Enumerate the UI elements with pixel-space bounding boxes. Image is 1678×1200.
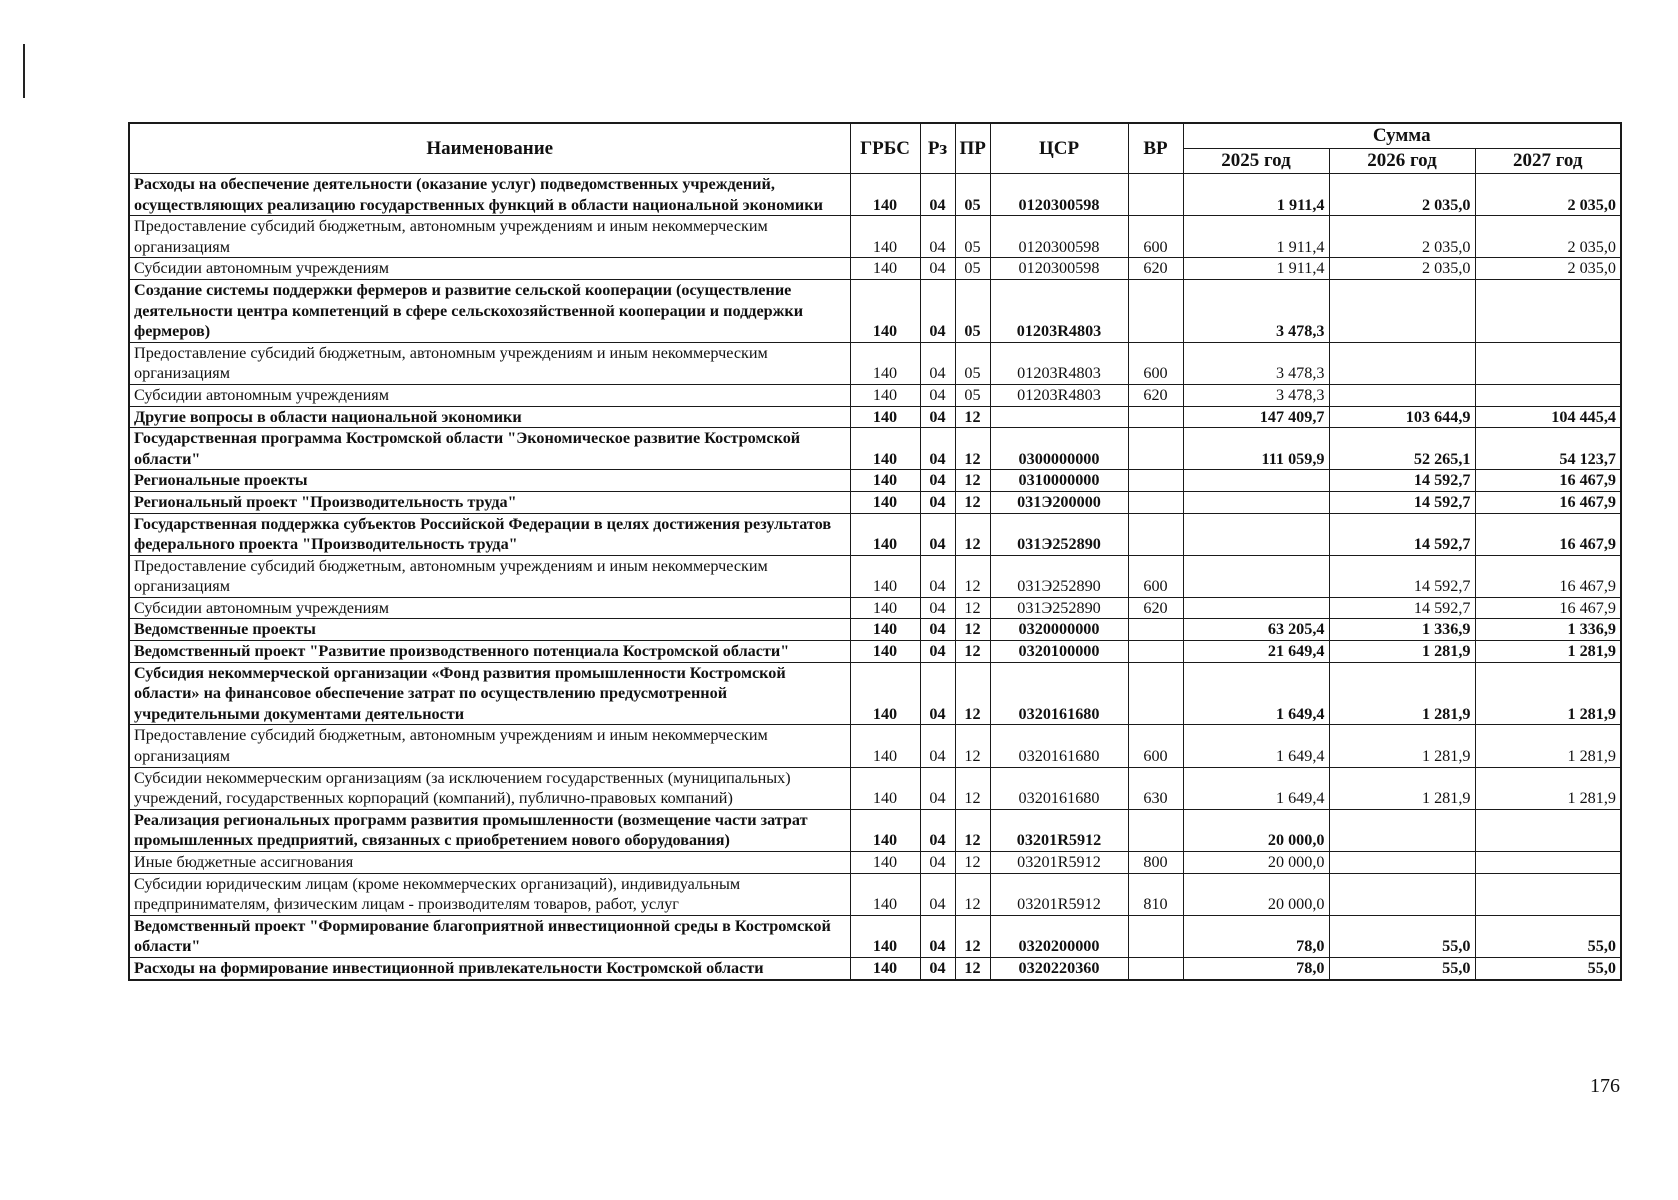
cell-csr: 0320161680: [990, 662, 1128, 725]
cell-2027: 1 336,9: [1475, 619, 1621, 641]
budget-sheet: [128, 122, 1620, 981]
table-row: [129, 915, 1621, 957]
table-header: [129, 123, 1621, 174]
cell-vr: 800: [1128, 852, 1183, 874]
cell-2025: 20 000,0: [1183, 852, 1329, 874]
cell-vr: [1128, 513, 1183, 555]
page-number: 176: [1590, 1075, 1620, 1097]
cell-csr: 01203R4803: [990, 342, 1128, 384]
cell-grbs: 140: [850, 619, 920, 641]
cell-grbs: 140: [850, 957, 920, 979]
cell-csr: 0320161680: [990, 725, 1128, 767]
cell-grbs: 140: [850, 470, 920, 492]
table-row: [129, 342, 1621, 384]
cell-csr: 0300000000: [990, 428, 1128, 470]
cell-grbs: 140: [850, 555, 920, 597]
cell-2025: 1 911,4: [1183, 216, 1329, 258]
table-row: [129, 258, 1621, 280]
cell-grbs: 140: [850, 641, 920, 663]
cell-grbs: 140: [850, 513, 920, 555]
cell-vr: [1128, 809, 1183, 851]
cell-grbs: 140: [850, 873, 920, 915]
cell-2026: 14 592,7: [1329, 513, 1475, 555]
cell-vr: [1128, 406, 1183, 428]
cell-vr: [1128, 619, 1183, 641]
cell-grbs: 140: [850, 597, 920, 619]
cell-rz: 04: [920, 852, 955, 874]
cell-rz: 04: [920, 915, 955, 957]
cell-grbs: 140: [850, 428, 920, 470]
cell-2027: 2 035,0: [1475, 216, 1621, 258]
cell-2026: 14 592,7: [1329, 555, 1475, 597]
table-row: [129, 767, 1621, 809]
cell-grbs: 140: [850, 662, 920, 725]
cell-pr: 12: [955, 619, 990, 641]
cell-name: Региональный проект "Производительность труда": [129, 491, 850, 513]
cell-csr: 0120300598: [990, 216, 1128, 258]
table-row: [129, 809, 1621, 851]
cell-pr: 05: [955, 342, 990, 384]
cell-2027: 54 123,7: [1475, 428, 1621, 470]
table-row: [129, 406, 1621, 428]
cell-2025: [1183, 513, 1329, 555]
cell-name: Ведомственные проекты: [129, 619, 850, 641]
cell-vr: 810: [1128, 873, 1183, 915]
header-rz: Рз: [920, 123, 955, 174]
cell-rz: 04: [920, 873, 955, 915]
cell-rz: 04: [920, 384, 955, 406]
cell-rz: 04: [920, 174, 955, 216]
cell-rz: 04: [920, 406, 955, 428]
table-body: [129, 174, 1621, 980]
cell-name: Субсидии автономным учреждениям: [129, 384, 850, 406]
cell-2027: [1475, 384, 1621, 406]
cell-2026: 2 035,0: [1329, 174, 1475, 216]
cell-2025: [1183, 555, 1329, 597]
cell-2026: 2 035,0: [1329, 216, 1475, 258]
cell-rz: 04: [920, 216, 955, 258]
cell-2027: 2 035,0: [1475, 174, 1621, 216]
cell-2025: [1183, 491, 1329, 513]
cell-pr: 05: [955, 279, 990, 342]
cell-2027: [1475, 809, 1621, 851]
cell-rz: 04: [920, 428, 955, 470]
cell-2027: 16 467,9: [1475, 555, 1621, 597]
cell-grbs: 140: [850, 279, 920, 342]
cell-2025: 111 059,9: [1183, 428, 1329, 470]
cell-2025: 1 911,4: [1183, 174, 1329, 216]
cell-pr: 12: [955, 470, 990, 492]
cell-csr: 01203R4803: [990, 279, 1128, 342]
cell-csr: 0320161680: [990, 767, 1128, 809]
cell-pr: 12: [955, 725, 990, 767]
cell-rz: 04: [920, 767, 955, 809]
cell-2025: 20 000,0: [1183, 873, 1329, 915]
cell-vr: [1128, 279, 1183, 342]
cell-2026: 14 592,7: [1329, 470, 1475, 492]
table-row: [129, 491, 1621, 513]
cell-csr: 0320100000: [990, 641, 1128, 663]
cell-name: Государственная программа Костромской области "Экономическое развитие Костромской области": [129, 428, 850, 470]
cell-rz: 04: [920, 279, 955, 342]
cell-pr: 12: [955, 491, 990, 513]
cell-vr: [1128, 641, 1183, 663]
cell-vr: [1128, 491, 1183, 513]
cell-name: Предоставление субсидий бюджетным, автономным учреждениям и иным некоммерческим организациям: [129, 342, 850, 384]
cell-vr: [1128, 662, 1183, 725]
cell-2025: 147 409,7: [1183, 406, 1329, 428]
cell-grbs: 140: [850, 767, 920, 809]
cell-pr: 12: [955, 641, 990, 663]
cell-name: Субсидии автономным учреждениям: [129, 597, 850, 619]
cell-name: Субсидии юридическим лицам (кроме некоммерческих организаций), индивидуальным предпринимателям, физическим лицам - производителям товаров, работ, услуг: [129, 873, 850, 915]
cell-rz: 04: [920, 662, 955, 725]
header-year-2025: 2025 год: [1183, 149, 1329, 174]
cell-csr: 031Э252890: [990, 555, 1128, 597]
cell-grbs: 140: [850, 852, 920, 874]
header-pr: ПР: [955, 123, 990, 174]
table-row: [129, 428, 1621, 470]
cell-rz: 04: [920, 597, 955, 619]
cell-2027: 16 467,9: [1475, 597, 1621, 619]
table-row: [129, 470, 1621, 492]
cell-pr: 05: [955, 258, 990, 280]
header-year-2027: 2027 год: [1475, 149, 1621, 174]
cell-vr: [1128, 174, 1183, 216]
cell-name: Субсидии некоммерческим организациям (за исключением государственных (муниципальных) учреждений, государственных корпораций (компаний), публично-правовых компаний): [129, 767, 850, 809]
cell-csr: 01203R4803: [990, 384, 1128, 406]
scan-edge-mark: [23, 44, 25, 98]
cell-vr: 620: [1128, 384, 1183, 406]
cell-name: Иные бюджетные ассигнования: [129, 852, 850, 874]
cell-rz: 04: [920, 470, 955, 492]
cell-2027: [1475, 852, 1621, 874]
cell-pr: 12: [955, 428, 990, 470]
cell-pr: 05: [955, 384, 990, 406]
cell-2027: [1475, 873, 1621, 915]
table-row: [129, 279, 1621, 342]
cell-pr: 12: [955, 662, 990, 725]
cell-pr: 12: [955, 852, 990, 874]
header-grbs: ГРБС: [850, 123, 920, 174]
table-row: [129, 725, 1621, 767]
budget-table: [128, 122, 1622, 981]
cell-rz: 04: [920, 957, 955, 979]
table-row: [129, 384, 1621, 406]
cell-2026: 1 336,9: [1329, 619, 1475, 641]
cell-name: Ведомственный проект "Формирование благоприятной инвестиционной среды в Костромской области": [129, 915, 850, 957]
cell-2026: [1329, 852, 1475, 874]
cell-name: Субсидии автономным учреждениям: [129, 258, 850, 280]
cell-2025: 20 000,0: [1183, 809, 1329, 851]
cell-2026: 1 281,9: [1329, 725, 1475, 767]
cell-grbs: 140: [850, 384, 920, 406]
cell-name: Реализация региональных программ развития промышленности (возмещение части затрат промышленных предприятий, связанных с приобретением нового оборудования): [129, 809, 850, 851]
cell-2025: 78,0: [1183, 957, 1329, 979]
cell-csr: 0120300598: [990, 174, 1128, 216]
cell-2025: [1183, 597, 1329, 619]
cell-2027: [1475, 279, 1621, 342]
table-row: [129, 852, 1621, 874]
cell-2025: 3 478,3: [1183, 342, 1329, 384]
cell-2025: [1183, 470, 1329, 492]
cell-pr: 12: [955, 767, 990, 809]
cell-grbs: 140: [850, 258, 920, 280]
cell-name: Региональные проекты: [129, 470, 850, 492]
cell-vr: [1128, 957, 1183, 979]
cell-pr: 12: [955, 597, 990, 619]
table-row: [129, 957, 1621, 979]
cell-2026: 52 265,1: [1329, 428, 1475, 470]
cell-2027: 16 467,9: [1475, 470, 1621, 492]
cell-pr: 12: [955, 513, 990, 555]
cell-grbs: 140: [850, 725, 920, 767]
cell-csr: 031Э252890: [990, 597, 1128, 619]
cell-name: Создание системы поддержки фермеров и развитие сельской кооперации (осуществление деятельности центра компетенций в сфере сельскохозяйственной кооперации и поддержки фермеров): [129, 279, 850, 342]
cell-2025: 21 649,4: [1183, 641, 1329, 663]
cell-pr: 12: [955, 957, 990, 979]
header-csr: ЦСР: [990, 123, 1128, 174]
cell-2026: 55,0: [1329, 915, 1475, 957]
cell-2027: 1 281,9: [1475, 767, 1621, 809]
cell-2026: 2 035,0: [1329, 258, 1475, 280]
cell-grbs: 140: [850, 342, 920, 384]
cell-2025: 63 205,4: [1183, 619, 1329, 641]
cell-csr: 03201R5912: [990, 852, 1128, 874]
cell-csr: 03201R5912: [990, 873, 1128, 915]
table-row: [129, 513, 1621, 555]
header-year-2026: 2026 год: [1329, 149, 1475, 174]
cell-grbs: 140: [850, 915, 920, 957]
cell-2027: 16 467,9: [1475, 491, 1621, 513]
table-row: [129, 216, 1621, 258]
cell-csr: 031Э252890: [990, 513, 1128, 555]
cell-2026: 103 644,9: [1329, 406, 1475, 428]
cell-2025: 1 649,4: [1183, 725, 1329, 767]
cell-rz: 04: [920, 491, 955, 513]
cell-2027: 2 035,0: [1475, 258, 1621, 280]
cell-2027: 1 281,9: [1475, 641, 1621, 663]
cell-2026: 14 592,7: [1329, 491, 1475, 513]
cell-grbs: 140: [850, 491, 920, 513]
cell-grbs: 140: [850, 216, 920, 258]
cell-rz: 04: [920, 809, 955, 851]
cell-2027: 1 281,9: [1475, 725, 1621, 767]
table-row: [129, 174, 1621, 216]
cell-rz: 04: [920, 513, 955, 555]
table-row: [129, 619, 1621, 641]
cell-name: Расходы на формирование инвестиционной привлекательности Костромской области: [129, 957, 850, 979]
table-row: [129, 641, 1621, 663]
cell-csr: 0320200000: [990, 915, 1128, 957]
cell-csr: 0120300598: [990, 258, 1128, 280]
cell-2026: [1329, 873, 1475, 915]
table-row: [129, 662, 1621, 725]
header-vr: ВР: [1128, 123, 1183, 174]
cell-2026: 1 281,9: [1329, 662, 1475, 725]
cell-grbs: 140: [850, 174, 920, 216]
cell-2025: 1 649,4: [1183, 767, 1329, 809]
cell-2027: [1475, 342, 1621, 384]
cell-vr: [1128, 915, 1183, 957]
cell-vr: 620: [1128, 258, 1183, 280]
table-row: [129, 597, 1621, 619]
cell-2027: 55,0: [1475, 915, 1621, 957]
cell-pr: 12: [955, 406, 990, 428]
cell-2026: 1 281,9: [1329, 641, 1475, 663]
cell-2026: 55,0: [1329, 957, 1475, 979]
cell-name: Другие вопросы в области национальной экономики: [129, 406, 850, 428]
cell-2027: 55,0: [1475, 957, 1621, 979]
cell-csr: 0320220360: [990, 957, 1128, 979]
cell-name: Субсидия некоммерческой организации «Фонд развития промышленности Костромской области» на финансовое обеспечение затрат по осуществлению предусмотренной учредительными документами деятельности: [129, 662, 850, 725]
cell-name: Ведомственный проект "Развитие производственного потенциала Костромской области": [129, 641, 850, 663]
cell-2025: 78,0: [1183, 915, 1329, 957]
cell-name: Предоставление субсидий бюджетным, автономным учреждениям и иным некоммерческим организациям: [129, 216, 850, 258]
cell-vr: [1128, 470, 1183, 492]
cell-pr: 12: [955, 915, 990, 957]
cell-name: Предоставление субсидий бюджетным, автономным учреждениям и иным некоммерческим организациям: [129, 725, 850, 767]
cell-rz: 04: [920, 619, 955, 641]
cell-2027: 104 445,4: [1475, 406, 1621, 428]
cell-csr: 031Э200000: [990, 491, 1128, 513]
cell-pr: 12: [955, 555, 990, 597]
cell-vr: 600: [1128, 342, 1183, 384]
cell-vr: 600: [1128, 555, 1183, 597]
table-row: [129, 873, 1621, 915]
header-name: Наименование: [129, 123, 850, 174]
cell-2026: 14 592,7: [1329, 597, 1475, 619]
cell-vr: [1128, 428, 1183, 470]
cell-vr: 600: [1128, 216, 1183, 258]
cell-pr: 05: [955, 174, 990, 216]
cell-name: Государственная поддержка субъектов Российской Федерации в целях достижения результатов федерального проекта "Производительность труда": [129, 513, 850, 555]
cell-2025: 1 649,4: [1183, 662, 1329, 725]
cell-vr: 630: [1128, 767, 1183, 809]
cell-csr: [990, 406, 1128, 428]
cell-rz: 04: [920, 555, 955, 597]
cell-2027: 16 467,9: [1475, 513, 1621, 555]
table-row: [129, 555, 1621, 597]
cell-grbs: 140: [850, 809, 920, 851]
cell-csr: 03201R5912: [990, 809, 1128, 851]
cell-csr: 0320000000: [990, 619, 1128, 641]
cell-vr: 620: [1128, 597, 1183, 619]
cell-rz: 04: [920, 342, 955, 384]
cell-pr: 12: [955, 809, 990, 851]
cell-2025: 3 478,3: [1183, 279, 1329, 342]
cell-vr: 600: [1128, 725, 1183, 767]
cell-2026: [1329, 384, 1475, 406]
header-sum: Сумма: [1183, 123, 1621, 149]
cell-rz: 04: [920, 725, 955, 767]
cell-2026: [1329, 809, 1475, 851]
cell-rz: 04: [920, 641, 955, 663]
cell-name: Расходы на обеспечение деятельности (оказание услуг) подведомственных учреждений, осуществляющих реализацию государственных функций в области национальной экономики: [129, 174, 850, 216]
cell-pr: 05: [955, 216, 990, 258]
cell-2026: [1329, 342, 1475, 384]
cell-pr: 12: [955, 873, 990, 915]
cell-2025: 3 478,3: [1183, 384, 1329, 406]
cell-name: Предоставление субсидий бюджетным, автономным учреждениям и иным некоммерческим организациям: [129, 555, 850, 597]
cell-grbs: 140: [850, 406, 920, 428]
cell-2026: [1329, 279, 1475, 342]
cell-csr: 0310000000: [990, 470, 1128, 492]
cell-2026: 1 281,9: [1329, 767, 1475, 809]
cell-rz: 04: [920, 258, 955, 280]
cell-2025: 1 911,4: [1183, 258, 1329, 280]
cell-2027: 1 281,9: [1475, 662, 1621, 725]
